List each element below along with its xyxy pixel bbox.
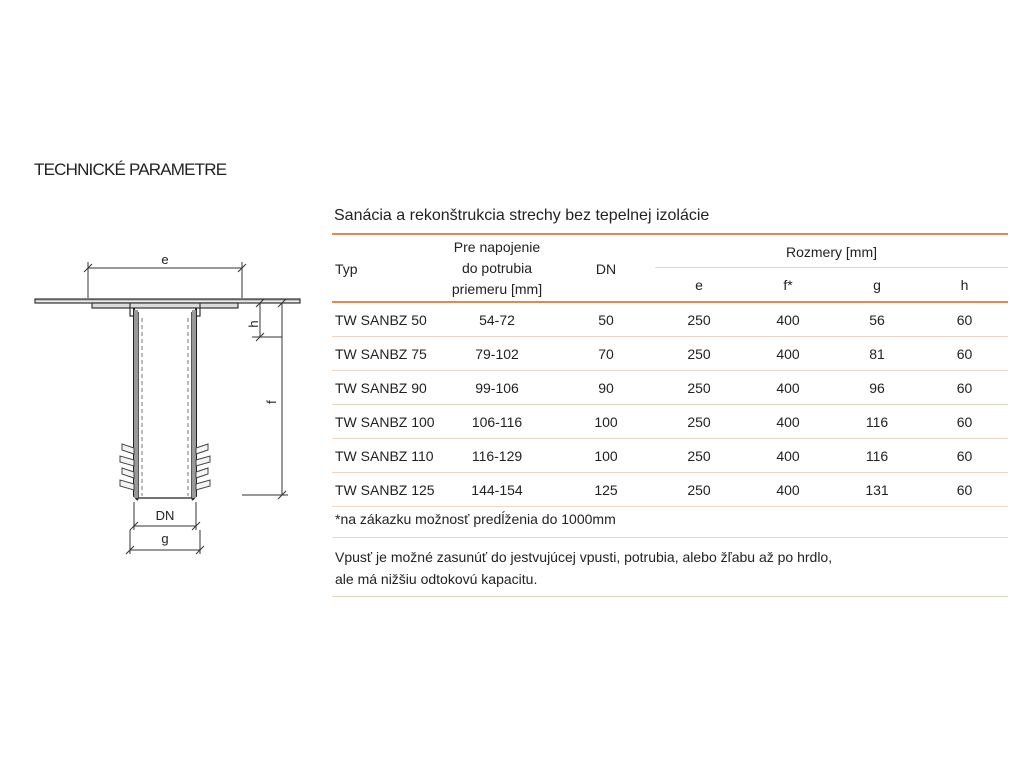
cell-pre: 54-72 — [437, 303, 557, 337]
cell-f: 400 — [743, 371, 833, 405]
cell-typ: TW SANBZ 125 — [332, 473, 437, 507]
cell-e: 250 — [655, 303, 743, 337]
label-f: f — [264, 400, 279, 404]
table-row — [332, 337, 1008, 371]
header-pre-line3: priemeru [mm] — [451, 281, 543, 297]
cell-typ: TW SANBZ 110 — [332, 439, 437, 473]
cell-typ: TW SANBZ 75 — [332, 337, 437, 371]
cell-g: 131 — [833, 473, 921, 507]
cell-f: 400 — [743, 473, 833, 507]
cell-e: 250 — [655, 405, 743, 439]
table-title: Sanácia a rekonštrukcia strechy bez tepelnej izolácie — [334, 207, 710, 224]
cell-pre: 144-154 — [437, 473, 557, 507]
cell-typ: TW SANBZ 50 — [332, 303, 437, 337]
cell-typ: TW SANBZ 100 — [332, 405, 437, 439]
cell-dn: 90 — [557, 371, 655, 405]
cell-pre: 99-106 — [437, 371, 557, 405]
table-row — [332, 303, 1008, 337]
cell-h: 60 — [921, 337, 1008, 371]
section-title: TECHNICKÉ PARAMETRE — [34, 160, 227, 179]
cell-h: 60 — [921, 303, 1008, 337]
header-typ: Typ — [335, 260, 358, 277]
footnote-rule — [332, 537, 1008, 538]
cell-h: 60 — [921, 439, 1008, 473]
footnote: *na zákazku možnosť predĺženia do 1000mm — [335, 511, 616, 527]
header-g: g — [873, 276, 881, 293]
pipe-body — [134, 308, 196, 500]
cell-g: 116 — [833, 405, 921, 439]
header-e: e — [695, 276, 703, 293]
table-row — [332, 371, 1008, 405]
table-row — [332, 473, 1008, 507]
header-rozmery: Rozmery [mm] — [655, 236, 1008, 268]
cell-e: 250 — [655, 473, 743, 507]
cell-f: 400 — [743, 405, 833, 439]
cell-dn: 100 — [557, 405, 655, 439]
parameters-table — [332, 236, 1008, 507]
header-pre-napojenie — [437, 236, 557, 301]
label-dn: DN — [155, 508, 175, 523]
cell-pre: 106-116 — [437, 405, 557, 439]
table-top-rule — [332, 233, 1008, 235]
cell-g: 56 — [833, 303, 921, 337]
cell-g: 116 — [833, 439, 921, 473]
header-pre-line1: Pre napojenie — [453, 239, 541, 255]
cell-e: 250 — [655, 337, 743, 371]
cell-dn: 125 — [557, 473, 655, 507]
note — [335, 546, 832, 590]
cell-f: 400 — [743, 337, 833, 371]
cell-g: 81 — [833, 337, 921, 371]
note-line1: Vpusť je možné zasunúť do jestvujúcej vpusti, potrubia, alebo žľabu až po hrdlo, — [335, 549, 833, 565]
cell-f: 400 — [743, 303, 833, 337]
header-pre-line2: do potrubia — [461, 260, 533, 276]
header-h: h — [960, 276, 969, 293]
cell-h: 60 — [921, 473, 1008, 507]
note-line2: ale má nižšiu odtokovú kapacitu. — [335, 571, 538, 587]
cell-dn: 70 — [557, 337, 655, 371]
cell-dn: 50 — [557, 303, 655, 337]
cell-pre: 79-102 — [437, 337, 557, 371]
cell-e: 250 — [655, 371, 743, 405]
label-g: g — [161, 531, 169, 546]
cell-h: 60 — [921, 405, 1008, 439]
cell-dn: 100 — [557, 439, 655, 473]
cell-g: 96 — [833, 371, 921, 405]
note-rule — [332, 596, 1008, 597]
cell-f: 400 — [743, 439, 833, 473]
header-dn: DN — [595, 260, 617, 277]
label-e: e — [161, 252, 169, 267]
cell-h: 60 — [921, 371, 1008, 405]
header-f: f* — [783, 276, 793, 293]
table-row — [332, 405, 1008, 439]
table-row — [332, 439, 1008, 473]
label-h: h — [246, 320, 261, 328]
technical-drawing — [30, 240, 320, 560]
cell-e: 250 — [655, 439, 743, 473]
cell-pre: 116-129 — [437, 439, 557, 473]
cell-typ: TW SANBZ 90 — [332, 371, 437, 405]
